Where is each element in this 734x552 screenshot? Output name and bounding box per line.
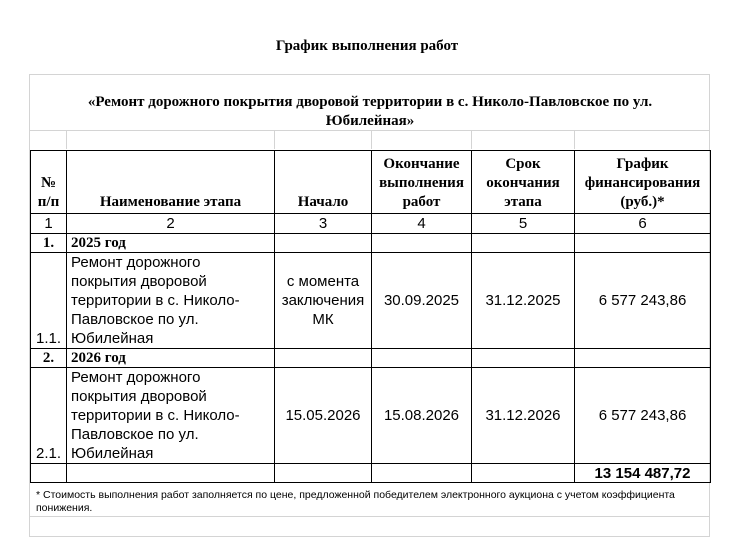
header-row bbox=[31, 151, 711, 214]
divider bbox=[66, 130, 67, 149]
column-number: 5 bbox=[472, 214, 575, 234]
year-row bbox=[31, 349, 711, 368]
document-subtitle: «Ремонт дорожного покрытия дворовой территории в с. Николо-Павловское по ул. Юбилейная» bbox=[87, 94, 653, 129]
header-finance: График финансирования (руб.)* bbox=[575, 151, 711, 214]
stage-row bbox=[31, 368, 711, 464]
empty-cell bbox=[372, 349, 472, 368]
total-row bbox=[31, 464, 711, 483]
column-number-row bbox=[31, 214, 711, 234]
stage-end: 15.08.2026 bbox=[372, 368, 472, 464]
column-number: 1 bbox=[31, 214, 67, 234]
empty-cell bbox=[275, 234, 372, 253]
column-number: 3 bbox=[275, 214, 372, 234]
year-number: 2. bbox=[31, 349, 67, 368]
year-label: 2026 год bbox=[67, 349, 275, 368]
stage-amount: 6 577 243,86 bbox=[575, 368, 711, 464]
empty-cell bbox=[472, 349, 575, 368]
year-row bbox=[31, 234, 711, 253]
header-name: Наименование этапа bbox=[67, 151, 275, 214]
empty-cell bbox=[275, 464, 372, 483]
empty-cell bbox=[275, 349, 372, 368]
year-label: 2025 год bbox=[67, 234, 275, 253]
empty-cell bbox=[372, 464, 472, 483]
column-number: 2 bbox=[67, 214, 275, 234]
divider bbox=[30, 130, 709, 131]
schedule-table bbox=[30, 150, 711, 483]
header-deadline: Срок окончания этапа bbox=[472, 151, 575, 214]
divider bbox=[371, 130, 372, 149]
document-title: График выполнения работ bbox=[275, 38, 459, 54]
stage-end: 30.09.2025 bbox=[372, 253, 472, 349]
stage-name: Ремонт дорожного покрытия дворовой территории в с. Николо-Павловское по ул. Юбилейная bbox=[67, 253, 275, 349]
column-number: 4 bbox=[372, 214, 472, 234]
year-number: 1. bbox=[31, 234, 67, 253]
empty-cell bbox=[575, 349, 711, 368]
stage-start: с момента заключения МК bbox=[275, 253, 372, 349]
divider bbox=[30, 516, 709, 517]
empty-cell bbox=[372, 234, 472, 253]
footnote: * Стоимость выполнения работ заполняется по цене, предложенной победителем электронного аукциона с учетом коэффициента понижения. bbox=[36, 489, 675, 514]
header-end: Окончание выполнения работ bbox=[372, 151, 472, 214]
stage-row bbox=[31, 253, 711, 349]
empty-cell bbox=[575, 234, 711, 253]
column-number: 6 bbox=[575, 214, 711, 234]
total-amount: 13 154 487,72 bbox=[575, 464, 711, 483]
divider bbox=[471, 130, 472, 149]
empty-cell bbox=[31, 464, 67, 483]
stage-number: 1.1. bbox=[31, 253, 67, 349]
header-start: Начало bbox=[275, 151, 372, 214]
stage-deadline: 31.12.2025 bbox=[472, 253, 575, 349]
stage-start: 15.05.2026 bbox=[275, 368, 372, 464]
stage-deadline: 31.12.2026 bbox=[472, 368, 575, 464]
stage-number: 2.1. bbox=[31, 368, 67, 464]
stage-amount: 6 577 243,86 bbox=[575, 253, 711, 349]
empty-cell bbox=[472, 234, 575, 253]
empty-cell bbox=[472, 464, 575, 483]
header-no: № п/п bbox=[31, 151, 67, 214]
divider bbox=[274, 130, 275, 149]
stage-name: Ремонт дорожного покрытия дворовой территории в с. Николо-Павловское по ул. Юбилейная bbox=[67, 368, 275, 464]
empty-cell bbox=[67, 464, 275, 483]
divider bbox=[574, 130, 575, 149]
